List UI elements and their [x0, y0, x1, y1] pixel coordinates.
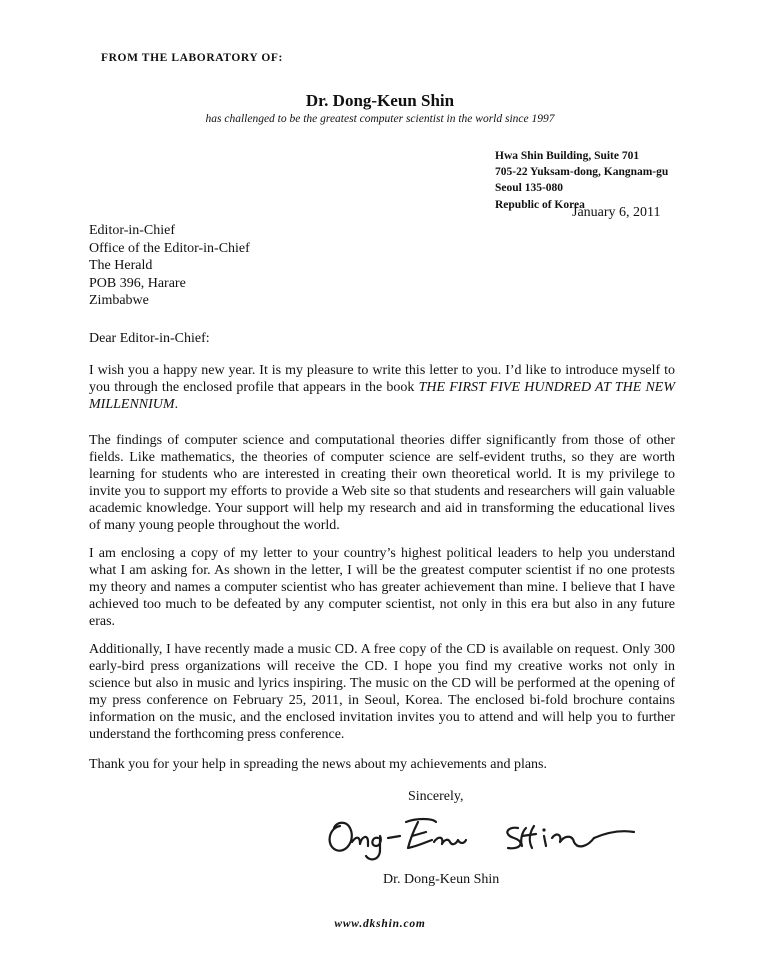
paragraph-text: I wish you a happy new year. It is my pleasure to write this letter to you. I’d like to introduce myself to you through the enclosed profile that appears in the book: [89, 363, 675, 395]
letterhead-tagline: has challenged to be the greatest computer scientist in the world since 1997: [205, 113, 555, 125]
address-line: 705-22 Yuksam-dong, Kangnam-gu: [495, 166, 669, 179]
address-line: Hwa Shin Building, Suite 701: [495, 150, 640, 162]
body-paragraph-3: I am enclosing a copy of my letter to your country’s highest political leaders to help you understand what I am asking for. As shown in the letter, I will be the greatest computer scientist if no one protests my theory and names a computer scientist who has greater achievement than mine. I believe that I have achieved too much to be defeated by any computer scientist, not only in this era but also in any future eras.: [89, 546, 675, 629]
paragraph-end: .: [174, 396, 179, 412]
book-title: THE FIRST FIVE HUNDRED AT THE NEW MILLENNIUM: [89, 379, 675, 412]
recipient-line: Editor-in-Chief: [89, 223, 176, 238]
body-paragraph-2: The findings of computer science and computational theories differ significantly from those of other fields. Like mathematics, the theories of computer science are self-evident truths, so they are worth learning for students who are interested in creating their own theoretical world. It is my privilege to invite you to support my efforts to provide a Web site so that students and researchers will gain valuable academic knowledge. Your support will help my research and aid in transforming the educational lives of many young people throughout the world.: [89, 433, 675, 533]
recipient-line: The Herald: [89, 258, 153, 274]
letterhead-name: Dr. Dong-Keun Shin: [305, 91, 455, 110]
letter-date: January 6, 2011: [572, 205, 661, 220]
salutation: Dear Editor-in-Chief:: [89, 331, 210, 346]
sender-address: [495, 148, 668, 213]
body-paragraph-1: [89, 363, 675, 414]
website-link[interactable]: www.dkshin.com: [334, 918, 426, 930]
address-line: Republic of Korea: [495, 198, 585, 211]
handwritten-signature: [322, 806, 652, 864]
letterhead-from-label: FROM THE LABORATORY OF:: [101, 52, 283, 64]
recipient-address: [89, 222, 250, 310]
recipient-line: Zimbabwe: [89, 293, 149, 309]
body-paragraph-4: Additionally, I have recently made a music CD. A free copy of the CD is available on request. Only 300 early-bird press organizations will receive the CD. I hope you find my creative works not only in science but also in music and lyrics inspiring. The music on the CD will be performed at the opening of my press conference on February 25, 2011, in Seoul, Korea. The enclosed bi-fold brochure contains information on the music, and the enclosed invitation invites you to attend and will help you to further understand the forthcoming press conference.: [89, 642, 675, 742]
signer-name: Dr. Dong-Keun Shin: [383, 872, 500, 887]
closing: Sincerely,: [408, 789, 464, 804]
address-line: Seoul 135-080: [495, 182, 564, 195]
body-paragraph-5: Thank you for your help in spreading the news about my achievements and plans.: [89, 757, 547, 772]
recipient-line: POB 396, Harare: [89, 275, 186, 291]
recipient-line: Office of the Editor-in-Chief: [89, 240, 250, 256]
